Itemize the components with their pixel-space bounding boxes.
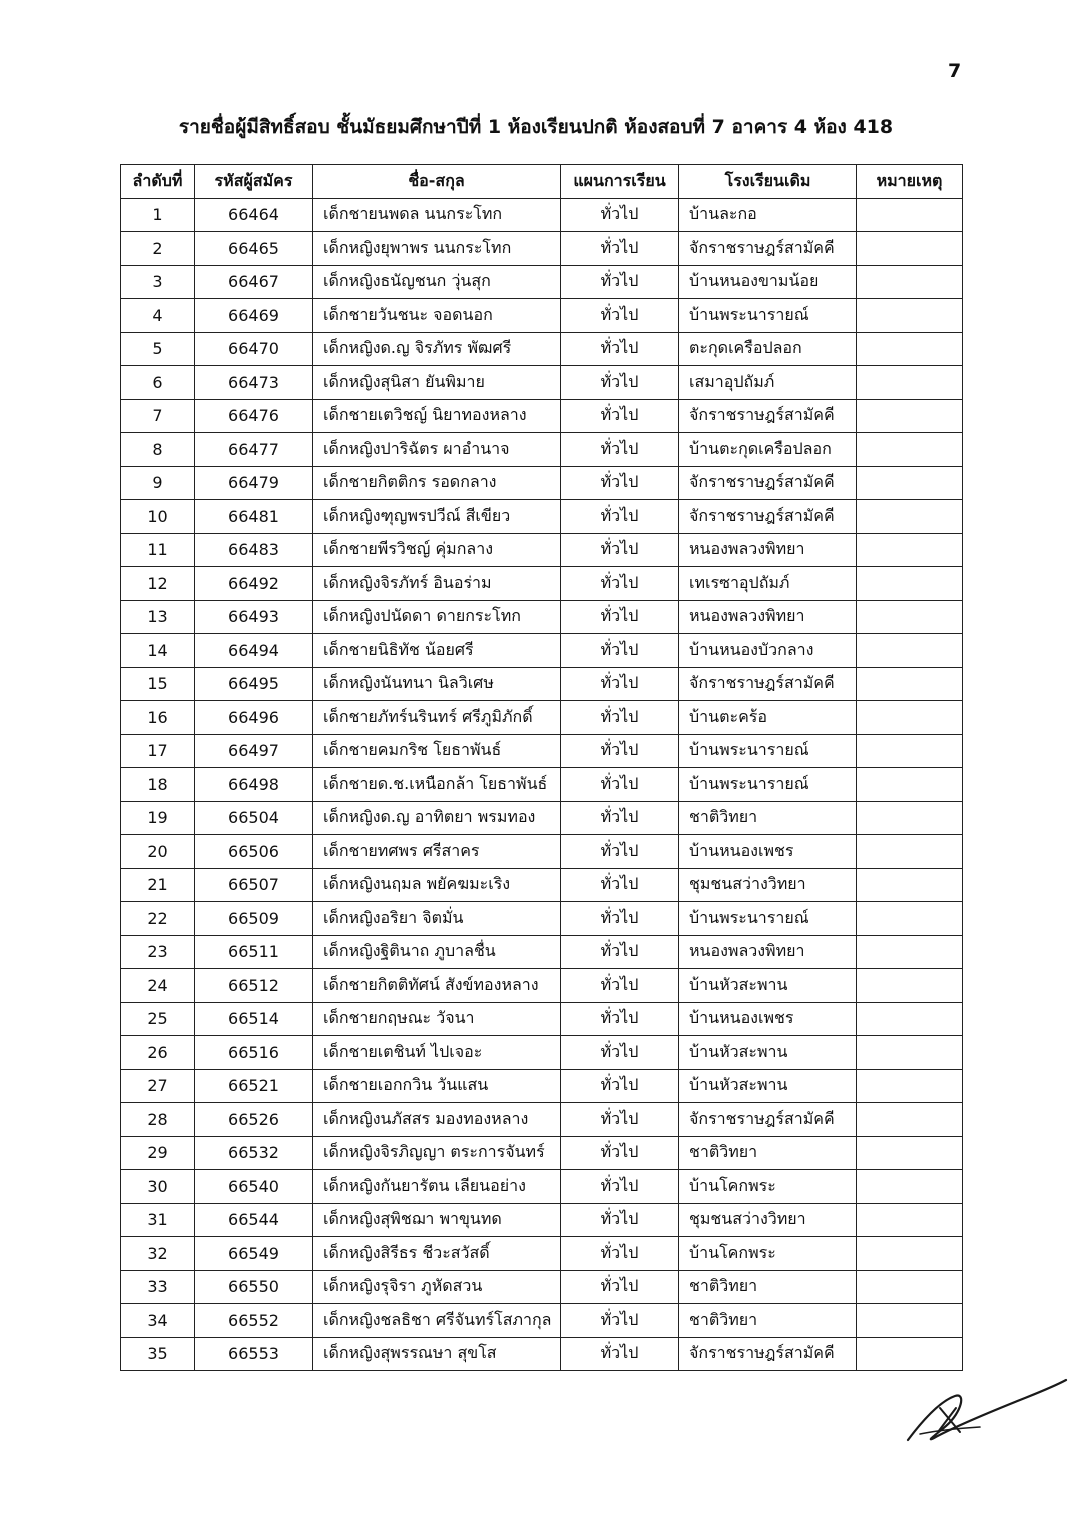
order-cell: 4 xyxy=(121,299,195,333)
study-plan-cell: ทั่วไป xyxy=(561,265,679,299)
applicant-id-cell: 66497 xyxy=(195,734,313,768)
applicant-id-cell: 66467 xyxy=(195,265,313,299)
study-plan-cell: ทั่วไป xyxy=(561,198,679,232)
table-row xyxy=(121,902,963,936)
order-cell: 21 xyxy=(121,868,195,902)
full-name-cell: เด็กชายกิตติทัศน์ สังข์ทองหลาง xyxy=(313,969,561,1003)
order-cell: 11 xyxy=(121,533,195,567)
full-name-cell: เด็กหญิงสิรีธร ชีวะสวัสดิ์ xyxy=(313,1237,561,1271)
applicant-id-cell: 66540 xyxy=(195,1170,313,1204)
remarks-cell xyxy=(857,265,963,299)
table-row xyxy=(121,935,963,969)
table-row xyxy=(121,399,963,433)
order-cell: 2 xyxy=(121,232,195,266)
table-row xyxy=(121,1170,963,1204)
order-cell: 20 xyxy=(121,835,195,869)
study-plan-cell: ทั่วไป xyxy=(561,1270,679,1304)
table-row xyxy=(121,299,963,333)
study-plan-cell: ทั่วไป xyxy=(561,366,679,400)
study-plan-cell: ทั่วไป xyxy=(561,567,679,601)
full-name-cell: เด็กหญิงด.ญ จิรภัทร พัฒศรี xyxy=(313,332,561,366)
order-cell: 27 xyxy=(121,1069,195,1103)
applicant-id-cell: 66464 xyxy=(195,198,313,232)
full-name-cell: เด็กหญิงนันทนา นิลวิเศษ xyxy=(313,667,561,701)
table-row xyxy=(121,466,963,500)
page-title: รายชื่อผู้มีสิทธิ์สอบ ชั้นมัธยมศึกษาปีที่ 1 ห้องเรียนปกติ ห้องสอบที่ 7 อาคาร 4 ห้อง 418 xyxy=(178,116,894,138)
table-row xyxy=(121,433,963,467)
remarks-cell xyxy=(857,1270,963,1304)
study-plan-cell: ทั่วไป xyxy=(561,1237,679,1271)
full-name-cell: เด็กหญิงธนัญชนก วุ่นสุก xyxy=(313,265,561,299)
previous-school-cell: ชาติวิทยา xyxy=(679,801,857,835)
remarks-cell xyxy=(857,533,963,567)
study-plan-cell: ทั่วไป xyxy=(561,1103,679,1137)
order-cell: 31 xyxy=(121,1203,195,1237)
table-row xyxy=(121,801,963,835)
study-plan-cell: ทั่วไป xyxy=(561,332,679,366)
study-plan-cell: ทั่วไป xyxy=(561,801,679,835)
full-name-cell: เด็กชายเอกกวิน วันแสน xyxy=(313,1069,561,1103)
table-row xyxy=(121,198,963,232)
previous-school-cell: หนองพลวงพิทยา xyxy=(679,600,857,634)
order-cell: 8 xyxy=(121,433,195,467)
applicant-id-cell: 66477 xyxy=(195,433,313,467)
applicant-id-cell: 66483 xyxy=(195,533,313,567)
remarks-cell xyxy=(857,332,963,366)
previous-school-cell: บ้านหัวสะพาน xyxy=(679,1069,857,1103)
order-cell: 1 xyxy=(121,198,195,232)
signature-mark xyxy=(900,1372,1072,1452)
study-plan-cell: ทั่วไป xyxy=(561,768,679,802)
order-cell: 32 xyxy=(121,1237,195,1271)
study-plan-cell: ทั่วไป xyxy=(561,1203,679,1237)
table-row xyxy=(121,533,963,567)
previous-school-cell: จักราชราษฎร์สามัคคี xyxy=(679,1337,857,1371)
full-name-cell: เด็กชายพีรวิชญ์ คุ่มกลาง xyxy=(313,533,561,567)
full-name-cell: เด็กหญิงนภัสสร มองทองหลาง xyxy=(313,1103,561,1137)
previous-school-cell: บ้านพระนารายณ์ xyxy=(679,734,857,768)
table-row xyxy=(121,567,963,601)
remarks-cell xyxy=(857,1337,963,1371)
full-name-cell: เด็กหญิงสุพิชฌา พาขุนทด xyxy=(313,1203,561,1237)
previous-school-cell: บ้านพระนารายณ์ xyxy=(679,299,857,333)
study-plan-cell: ทั่วไป xyxy=(561,600,679,634)
applicant-id-cell: 66481 xyxy=(195,500,313,534)
study-plan-cell: ทั่วไป xyxy=(561,232,679,266)
applicant-id-cell: 66507 xyxy=(195,868,313,902)
previous-school-cell: จักราชราษฎร์สามัคคี xyxy=(679,500,857,534)
applicant-id-cell: 66552 xyxy=(195,1304,313,1338)
study-plan-cell: ทั่วไป xyxy=(561,500,679,534)
order-cell: 25 xyxy=(121,1002,195,1036)
order-cell: 33 xyxy=(121,1270,195,1304)
study-plan-cell: ทั่วไป xyxy=(561,1337,679,1371)
order-cell: 15 xyxy=(121,667,195,701)
full-name-cell: เด็กหญิงสุนิสา ยันพิมาย xyxy=(313,366,561,400)
order-cell: 19 xyxy=(121,801,195,835)
previous-school-cell: บ้านพระนารายณ์ xyxy=(679,902,857,936)
full-name-cell: เด็กชายเตวิชญ์ นิยาทองหลาง xyxy=(313,399,561,433)
previous-school-cell: บ้านตะกุดเครือปลอก xyxy=(679,433,857,467)
order-cell: 29 xyxy=(121,1136,195,1170)
remarks-cell xyxy=(857,232,963,266)
full-name-cell: เด็กหญิงฑุญพรปวีณ์ สีเขียว xyxy=(313,500,561,534)
candidate-table xyxy=(120,164,963,1371)
full-name-cell: เด็กหญิงปาริฉัตร ผาอำนาจ xyxy=(313,433,561,467)
order-cell: 16 xyxy=(121,701,195,735)
previous-school-cell: บ้านหัวสะพาน xyxy=(679,969,857,1003)
previous-school-cell: จักราชราษฎร์สามัคคี xyxy=(679,667,857,701)
remarks-cell xyxy=(857,902,963,936)
header-remarks: หมายเหตุ xyxy=(857,165,963,199)
study-plan-cell: ทั่วไป xyxy=(561,466,679,500)
applicant-id-cell: 66509 xyxy=(195,902,313,936)
remarks-cell xyxy=(857,935,963,969)
previous-school-cell: บ้านโคกพระ xyxy=(679,1237,857,1271)
header-previous-school: โรงเรียนเดิม xyxy=(679,165,857,199)
applicant-id-cell: 66504 xyxy=(195,801,313,835)
study-plan-cell: ทั่วไป xyxy=(561,299,679,333)
study-plan-cell: ทั่วไป xyxy=(561,634,679,668)
previous-school-cell: บ้านหนองขามน้อย xyxy=(679,265,857,299)
remarks-cell xyxy=(857,1069,963,1103)
applicant-id-cell: 66511 xyxy=(195,935,313,969)
remarks-cell xyxy=(857,734,963,768)
order-cell: 28 xyxy=(121,1103,195,1137)
applicant-id-cell: 66494 xyxy=(195,634,313,668)
full-name-cell: เด็กชายเตชินท์ ไปเจอะ xyxy=(313,1036,561,1070)
previous-school-cell: จักราชราษฎร์สามัคคี xyxy=(679,1103,857,1137)
table-row xyxy=(121,969,963,1003)
table-row xyxy=(121,600,963,634)
applicant-id-cell: 66469 xyxy=(195,299,313,333)
remarks-cell xyxy=(857,466,963,500)
previous-school-cell: ชุมชนสว่างวิทยา xyxy=(679,868,857,902)
order-cell: 14 xyxy=(121,634,195,668)
remarks-cell xyxy=(857,399,963,433)
study-plan-cell: ทั่วไป xyxy=(561,969,679,1003)
applicant-id-cell: 66496 xyxy=(195,701,313,735)
remarks-cell xyxy=(857,1203,963,1237)
study-plan-cell: ทั่วไป xyxy=(561,1170,679,1204)
remarks-cell xyxy=(857,701,963,735)
previous-school-cell: บ้านโคกพระ xyxy=(679,1170,857,1204)
full-name-cell: เด็กชายทศพร ศรีสาคร xyxy=(313,835,561,869)
table-row xyxy=(121,634,963,668)
study-plan-cell: ทั่วไป xyxy=(561,667,679,701)
applicant-id-cell: 66476 xyxy=(195,399,313,433)
full-name-cell: เด็กชายคมกริช โยธาพันธ์ xyxy=(313,734,561,768)
study-plan-cell: ทั่วไป xyxy=(561,1036,679,1070)
full-name-cell: เด็กหญิงชลธิชา ศรีจันทร์โสภากุล xyxy=(313,1304,561,1338)
remarks-cell xyxy=(857,634,963,668)
table-row xyxy=(121,868,963,902)
applicant-id-cell: 66506 xyxy=(195,835,313,869)
applicant-id-cell: 66512 xyxy=(195,969,313,1003)
remarks-cell xyxy=(857,198,963,232)
remarks-cell xyxy=(857,1170,963,1204)
table-row xyxy=(121,1203,963,1237)
table-row xyxy=(121,332,963,366)
previous-school-cell: ชาติวิทยา xyxy=(679,1270,857,1304)
remarks-cell xyxy=(857,768,963,802)
full-name-cell: เด็กชายนพดล นนกระโทก xyxy=(313,198,561,232)
table-row xyxy=(121,701,963,735)
order-cell: 30 xyxy=(121,1170,195,1204)
previous-school-cell: บ้านพระนารายณ์ xyxy=(679,768,857,802)
table-row xyxy=(121,366,963,400)
remarks-cell xyxy=(857,1002,963,1036)
applicant-id-cell: 66521 xyxy=(195,1069,313,1103)
previous-school-cell: เทเรซาอุปถัมภ์ xyxy=(679,567,857,601)
study-plan-cell: ทั่วไป xyxy=(561,902,679,936)
order-cell: 18 xyxy=(121,768,195,802)
header-full-name: ชื่อ-สกุล xyxy=(313,165,561,199)
previous-school-cell: จักราชราษฎร์สามัคคี xyxy=(679,399,857,433)
order-cell: 22 xyxy=(121,902,195,936)
applicant-id-cell: 66498 xyxy=(195,768,313,802)
remarks-cell xyxy=(857,1136,963,1170)
full-name-cell: เด็กหญิงฐิตินาถ ภูบาลชื่น xyxy=(313,935,561,969)
order-cell: 24 xyxy=(121,969,195,1003)
remarks-cell xyxy=(857,835,963,869)
study-plan-cell: ทั่วไป xyxy=(561,734,679,768)
previous-school-cell: บ้านหนองเพชร xyxy=(679,835,857,869)
full-name-cell: เด็กหญิงจิรภิญญา ตระการจันทร์ xyxy=(313,1136,561,1170)
remarks-cell xyxy=(857,1237,963,1271)
full-name-cell: เด็กชายกฤษณะ วัจนา xyxy=(313,1002,561,1036)
study-plan-cell: ทั่วไป xyxy=(561,533,679,567)
order-cell: 12 xyxy=(121,567,195,601)
study-plan-cell: ทั่วไป xyxy=(561,835,679,869)
applicant-id-cell: 66526 xyxy=(195,1103,313,1137)
table-row xyxy=(121,1036,963,1070)
full-name-cell: เด็กหญิงนฤมล พยัคฆมะเริง xyxy=(313,868,561,902)
full-name-cell: เด็กชายด.ช.เหนือกล้า โยธาพันธ์ xyxy=(313,768,561,802)
table-row xyxy=(121,835,963,869)
table-row xyxy=(121,232,963,266)
remarks-cell xyxy=(857,969,963,1003)
full-name-cell: เด็กหญิงรุจิรา ภูหัดสวน xyxy=(313,1270,561,1304)
applicant-id-cell: 66544 xyxy=(195,1203,313,1237)
applicant-id-cell: 66514 xyxy=(195,1002,313,1036)
table-body xyxy=(121,198,963,1371)
order-cell: 17 xyxy=(121,734,195,768)
order-cell: 13 xyxy=(121,600,195,634)
full-name-cell: เด็กหญิงอริยา จิตมั่น xyxy=(313,902,561,936)
study-plan-cell: ทั่วไป xyxy=(561,1069,679,1103)
previous-school-cell: บ้านหนองเพชร xyxy=(679,1002,857,1036)
order-cell: 5 xyxy=(121,332,195,366)
study-plan-cell: ทั่วไป xyxy=(561,1304,679,1338)
study-plan-cell: ทั่วไป xyxy=(561,399,679,433)
order-cell: 10 xyxy=(121,500,195,534)
order-cell: 6 xyxy=(121,366,195,400)
header-study-plan: แผนการเรียน xyxy=(561,165,679,199)
table-row xyxy=(121,1103,963,1137)
previous-school-cell: เสมาอุปถัมภ์ xyxy=(679,366,857,400)
previous-school-cell: บ้านหัวสะพาน xyxy=(679,1036,857,1070)
study-plan-cell: ทั่วไป xyxy=(561,935,679,969)
study-plan-cell: ทั่วไป xyxy=(561,1002,679,1036)
full-name-cell: เด็กหญิงจิรภัทร์ อินอร่าม xyxy=(313,567,561,601)
table-row xyxy=(121,1304,963,1338)
previous-school-cell: ชุมชนสว่างวิทยา xyxy=(679,1203,857,1237)
order-cell: 26 xyxy=(121,1036,195,1070)
applicant-id-cell: 66470 xyxy=(195,332,313,366)
remarks-cell xyxy=(857,433,963,467)
table-row xyxy=(121,1069,963,1103)
table-row xyxy=(121,1270,963,1304)
previous-school-cell: หนองพลวงพิทยา xyxy=(679,533,857,567)
remarks-cell xyxy=(857,1103,963,1137)
full-name-cell: เด็กชายนิธิทัช น้อยศรี xyxy=(313,634,561,668)
study-plan-cell: ทั่วไป xyxy=(561,701,679,735)
table-row xyxy=(121,265,963,299)
full-name-cell: เด็กหญิงด.ญ อาทิตยา พรมทอง xyxy=(313,801,561,835)
previous-school-cell: จักราชราษฎร์สามัคคี xyxy=(679,232,857,266)
table-row xyxy=(121,1002,963,1036)
remarks-cell xyxy=(857,600,963,634)
study-plan-cell: ทั่วไป xyxy=(561,1136,679,1170)
table-row xyxy=(121,1237,963,1271)
order-cell: 9 xyxy=(121,466,195,500)
remarks-cell xyxy=(857,1304,963,1338)
applicant-id-cell: 66479 xyxy=(195,466,313,500)
full-name-cell: เด็กหญิงสุพรรณษา สุขโส xyxy=(313,1337,561,1371)
study-plan-cell: ทั่วไป xyxy=(561,868,679,902)
previous-school-cell: จักราชราษฎร์สามัคคี xyxy=(679,466,857,500)
header-applicant-id: รหัสผู้สมัคร xyxy=(195,165,313,199)
table-row xyxy=(121,1136,963,1170)
remarks-cell xyxy=(857,1036,963,1070)
order-cell: 34 xyxy=(121,1304,195,1338)
full-name-cell: เด็กชายภัทร์นรินทร์ ศรีภูมิภักดิ์ xyxy=(313,701,561,735)
applicant-id-cell: 66549 xyxy=(195,1237,313,1271)
table-row xyxy=(121,1337,963,1371)
order-cell: 7 xyxy=(121,399,195,433)
full-name-cell: เด็กหญิงกันยารัตน เลียนอย่าง xyxy=(313,1170,561,1204)
applicant-id-cell: 66553 xyxy=(195,1337,313,1371)
full-name-cell: เด็กหญิงปนัดดา ดายกระโทก xyxy=(313,600,561,634)
remarks-cell xyxy=(857,567,963,601)
previous-school-cell: ตะกุดเครือปลอก xyxy=(679,332,857,366)
previous-school-cell: บ้านละกอ xyxy=(679,198,857,232)
study-plan-cell: ทั่วไป xyxy=(561,433,679,467)
order-cell: 35 xyxy=(121,1337,195,1371)
table-row xyxy=(121,768,963,802)
remarks-cell xyxy=(857,500,963,534)
full-name-cell: เด็กชายวันชนะ จอดนอก xyxy=(313,299,561,333)
full-name-cell: เด็กชายกิตติกร รอดกลาง xyxy=(313,466,561,500)
order-cell: 23 xyxy=(121,935,195,969)
full-name-cell: เด็กหญิงยุพาพร นนกระโทก xyxy=(313,232,561,266)
applicant-id-cell: 66493 xyxy=(195,600,313,634)
applicant-id-cell: 66495 xyxy=(195,667,313,701)
previous-school-cell: บ้านหนองบัวกลาง xyxy=(679,634,857,668)
table-row xyxy=(121,667,963,701)
remarks-cell xyxy=(857,868,963,902)
remarks-cell xyxy=(857,667,963,701)
applicant-id-cell: 66532 xyxy=(195,1136,313,1170)
applicant-id-cell: 66550 xyxy=(195,1270,313,1304)
remarks-cell xyxy=(857,299,963,333)
previous-school-cell: หนองพลวงพิทยา xyxy=(679,935,857,969)
remarks-cell xyxy=(857,801,963,835)
previous-school-cell: ชาติวิทยา xyxy=(679,1136,857,1170)
header-order: ลำดับที่ xyxy=(121,165,195,199)
applicant-id-cell: 66492 xyxy=(195,567,313,601)
table-row xyxy=(121,500,963,534)
previous-school-cell: บ้านตะคร้อ xyxy=(679,701,857,735)
applicant-id-cell: 66516 xyxy=(195,1036,313,1070)
order-cell: 3 xyxy=(121,265,195,299)
applicant-id-cell: 66465 xyxy=(195,232,313,266)
remarks-cell xyxy=(857,366,963,400)
applicant-id-cell: 66473 xyxy=(195,366,313,400)
page-number: 7 xyxy=(948,60,962,82)
previous-school-cell: ชาติวิทยา xyxy=(679,1304,857,1338)
table-header-row xyxy=(121,165,963,199)
table-row xyxy=(121,734,963,768)
